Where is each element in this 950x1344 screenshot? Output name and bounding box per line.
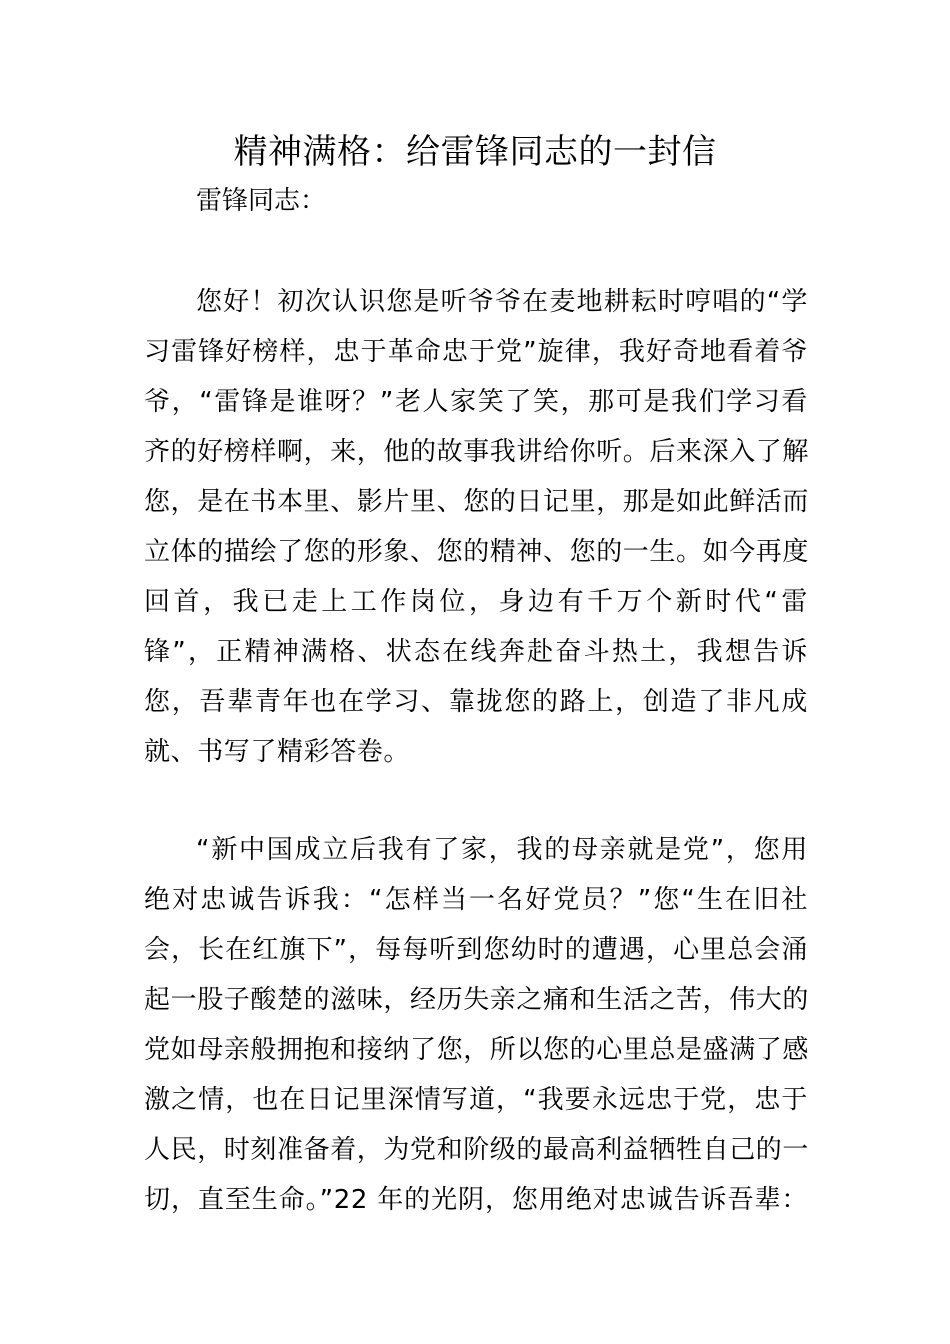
paragraph-2 <box>144 825 808 1225</box>
paragraph-line: “新中国成立后我有了家，我的母亲就是党”，您用 <box>196 835 808 865</box>
paragraph-line: 绝对忠诚告诉我：“怎样当一名好党员？”您“生在旧社 <box>144 885 808 915</box>
paragraph-line: 习雷锋好榜样，忠于革命忠于党”旋律，我好奇地看着爷 <box>144 337 808 367</box>
paragraph-line: 爷，“雷锋是谁呀？”老人家笑了笑，那可是我们学习看 <box>144 387 808 417</box>
paragraph-line: 回首，我已走上工作岗位，身边有千万个新时代“雷 <box>144 587 808 617</box>
paragraph-line: 就、书写了精彩答卷。 <box>144 737 411 767</box>
paragraph-1 <box>144 277 808 777</box>
paragraph-line: 您好！初次认识您是听爷爷在麦地耕耘时哼唱的“学 <box>196 287 808 317</box>
paragraph-line: 党如母亲般拥抱和接纳了您，所以您的心里总是盛满了感 <box>144 1035 810 1065</box>
document-title: 精神满格：给雷锋同志的一封信 <box>233 132 717 172</box>
paragraph-line: 切，直至生命。”22 年的光阴，您用绝对忠诚告诉吾辈： <box>144 1185 808 1215</box>
paragraph-line: 立体的描绘了您的形象、您的精神、您的一生。如今再度 <box>144 537 810 567</box>
paragraph-line: 您，吾辈青年也在学习、靠拢您的路上，创造了非凡成 <box>144 687 808 717</box>
paragraph-line: 锋”，正精神满格、状态在线奔赴奋斗热土，我想告诉 <box>144 637 808 667</box>
paragraph-line: 起一股子酸楚的滋味，经历失亲之痛和生活之苦，伟大的 <box>144 985 810 1015</box>
paragraph-line: 齐的好榜样啊，来，他的故事我讲给你听。后来深入了解 <box>144 437 810 467</box>
paragraph-line: 激之情，也在日记里深情写道，“我要永远忠于党，忠于 <box>144 1085 808 1115</box>
paragraph-line: 人民，时刻准备着，为党和阶级的最高利益牺牲自己的一 <box>144 1135 810 1165</box>
letter-greeting: 雷锋同志： <box>196 186 327 216</box>
paragraph-line: 您，是在书本里、影片里、您的日记里，那是如此鲜活而 <box>144 487 810 517</box>
paragraph-line: 会，长在红旗下”，每每听到您幼时的遭遇，心里总会涌 <box>144 935 808 965</box>
